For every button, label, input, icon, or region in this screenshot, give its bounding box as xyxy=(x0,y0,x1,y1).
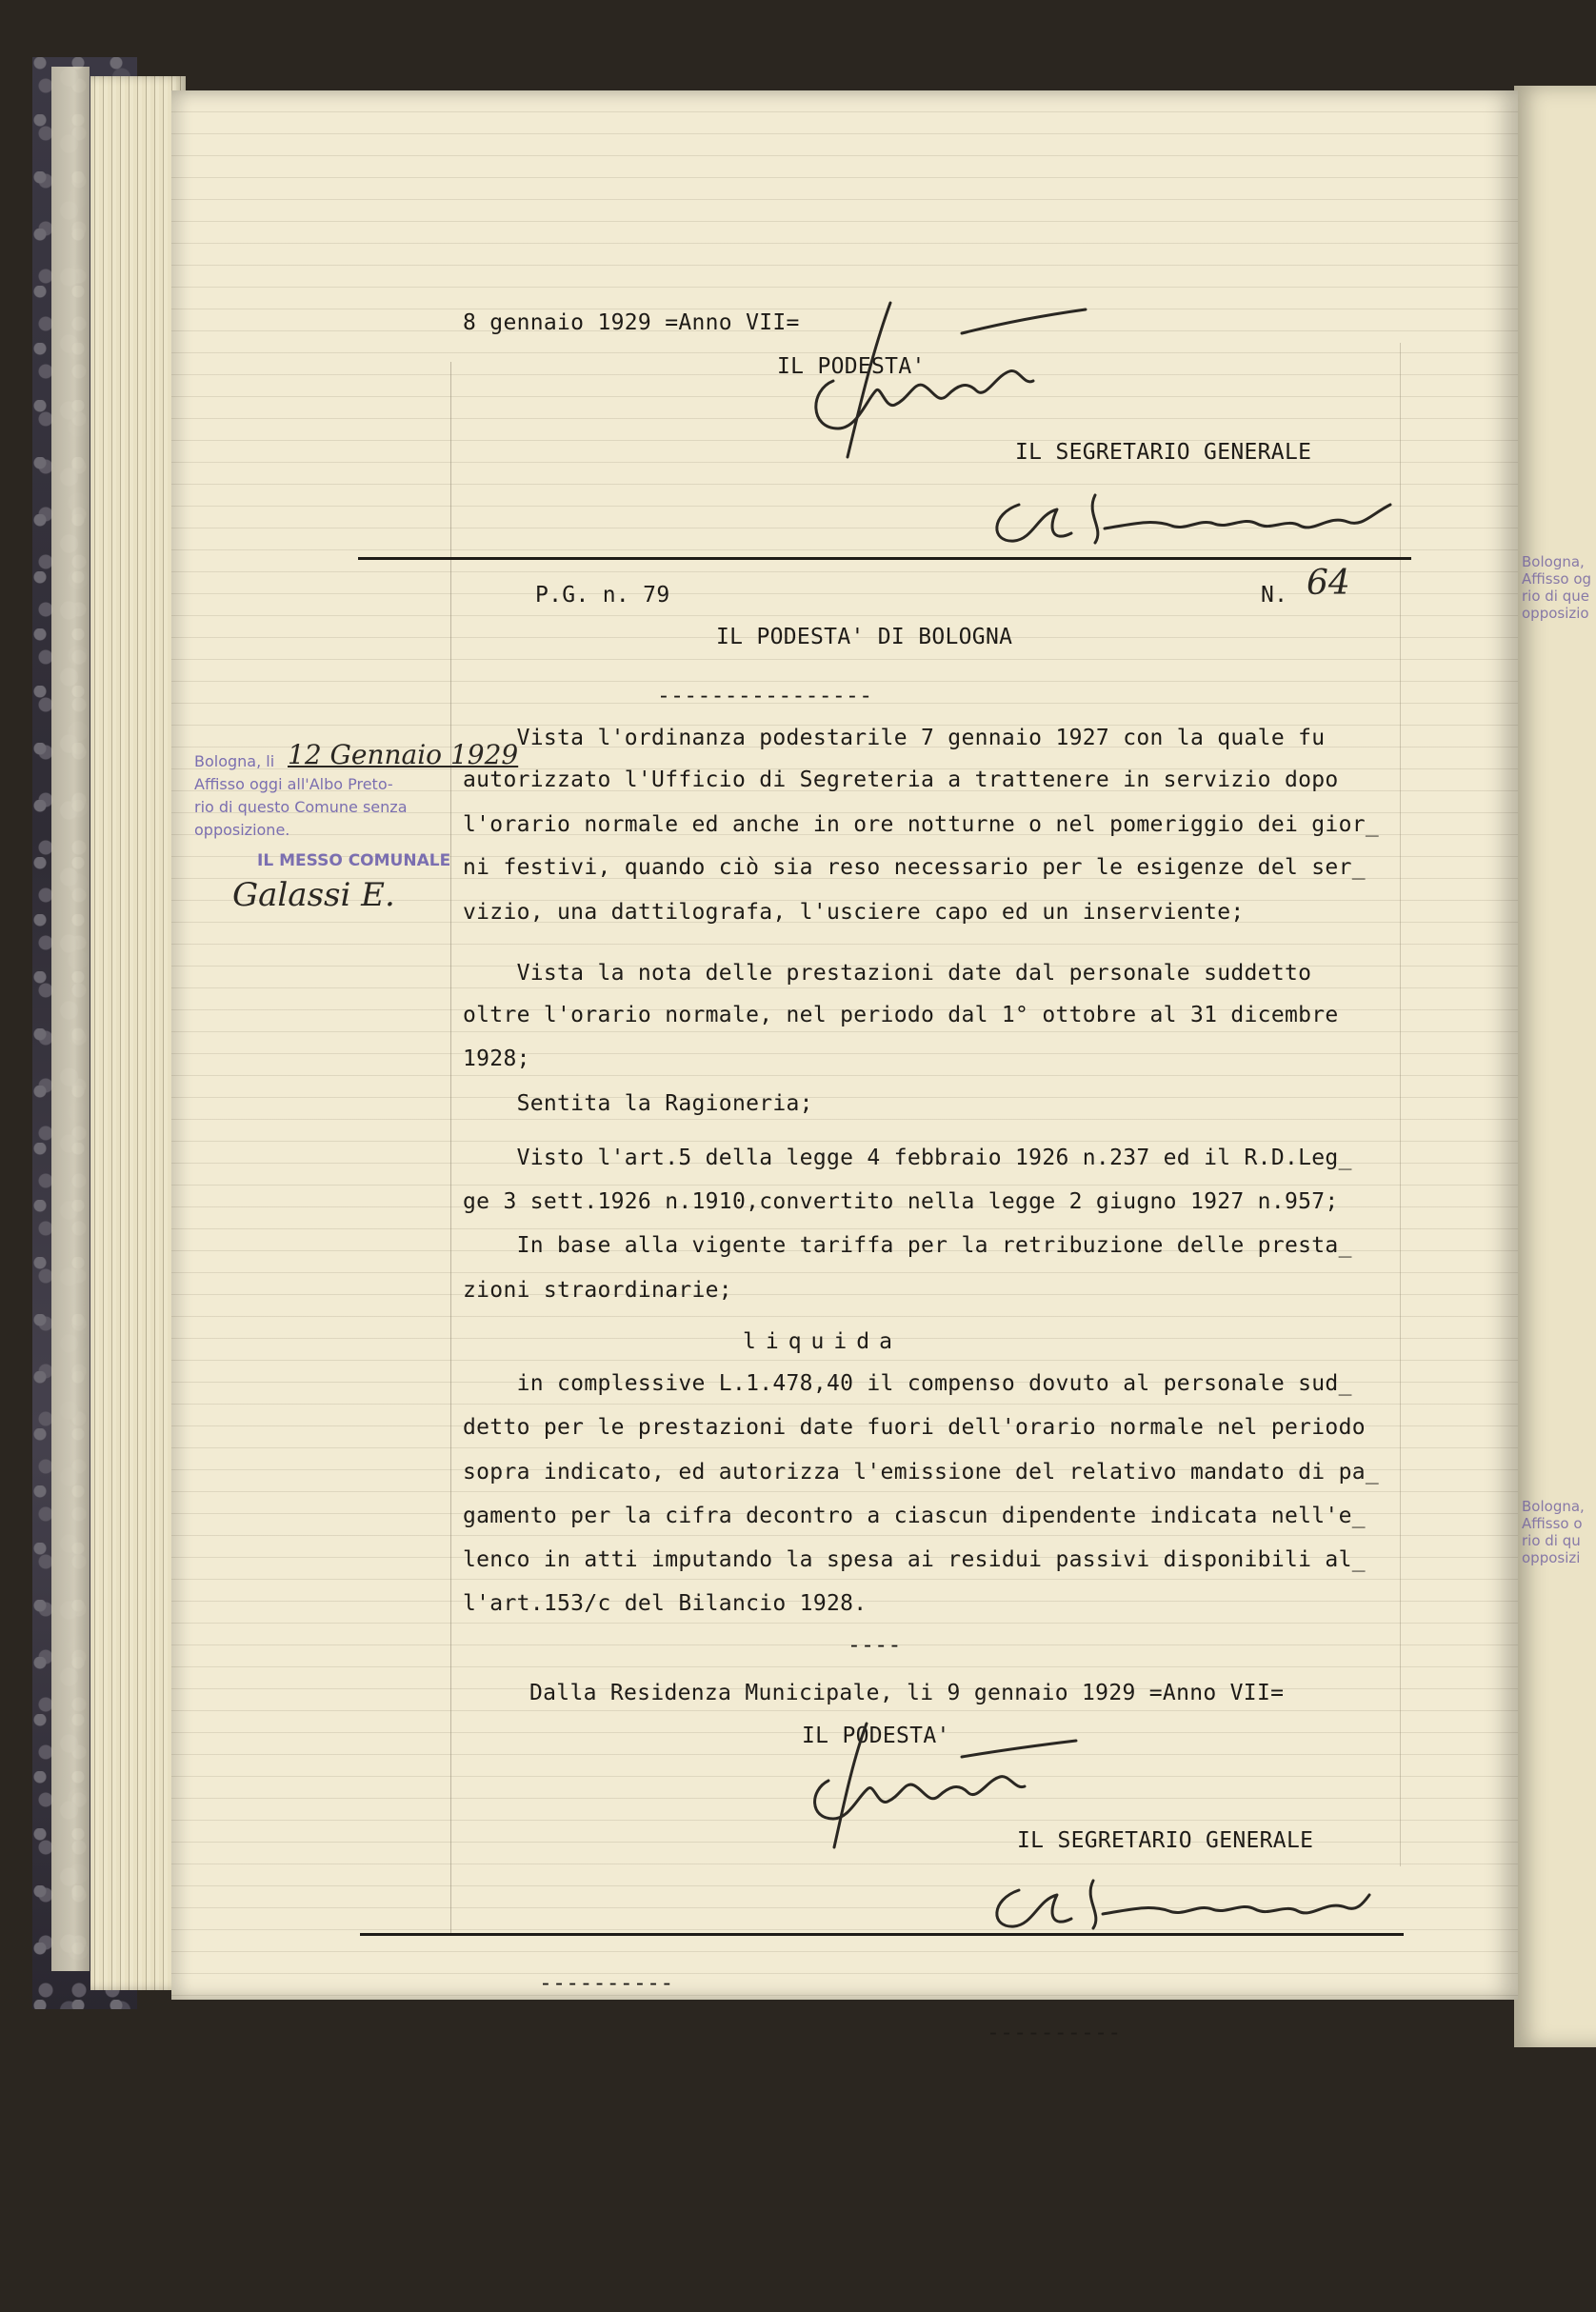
body2-line-1: in complessive L.1.478,40 il compenso dovuto al personale sud_ xyxy=(463,1371,1352,1396)
body-line-13: zioni straordinarie; xyxy=(463,1278,732,1303)
body-line-11: ge 3 sett.1926 n.1910,convertito nella legge 2 giugno 1927 n.957; xyxy=(463,1189,1339,1214)
header-podesta-title: IL PODESTA' xyxy=(777,354,926,379)
next-page xyxy=(1514,86,1596,2047)
body-line-1: Vista l'ordinanza podestarile 7 gennaio 1927 con la quale fu xyxy=(463,726,1326,750)
closing-secretary-signature xyxy=(971,1866,1371,1943)
body2-line-6: l'art.153/c del Bilancio 1928. xyxy=(463,1591,868,1616)
body-line-12: In base alla vigente tariffa per la retribuzione delle presta_ xyxy=(463,1233,1352,1258)
closing-podesta-title: IL PODESTA' xyxy=(802,1724,950,1748)
body-line-2: autorizzato l'Ufficio di Segreteria a trattenere in servizio dopo xyxy=(463,767,1339,792)
body2-line-5: lenco in atti imputando la spesa ai residui passivi disponibili al_ xyxy=(463,1547,1366,1572)
record-title: IL PODESTA' DI BOLOGNA xyxy=(716,625,1013,649)
body-end-dash: ---- xyxy=(848,1633,902,1658)
n-value: 64 xyxy=(1307,564,1350,603)
stamp-line2: Affisso oggi all'Albo Preto- xyxy=(194,775,393,793)
body-line-6: Vista la nota delle prestazioni date dal personale suddetto xyxy=(463,961,1312,986)
body-line-10: Visto l'art.5 della legge 4 febbraio 1926 n.237 ed il R.D.Leg_ xyxy=(463,1146,1352,1170)
body-line-4: ni festivi, quando ciò sia reso necessario per le esigenze del ser_ xyxy=(463,855,1366,880)
stamp-line1: Bologna, li xyxy=(194,752,275,770)
pg-number: P.G. n. 79 xyxy=(535,583,670,608)
body-line-7: oltre l'orario normale, nel periodo dal 1° ottobre al 31 dicembre xyxy=(463,1003,1339,1027)
closing-rule xyxy=(360,1933,1404,1936)
body2-line-3: sopra indicato, ed autorizza l'emissione del relativo mandato di pa_ xyxy=(463,1460,1380,1485)
cover-edge xyxy=(51,67,90,1971)
title-divider: ---------------- xyxy=(657,684,873,708)
closing-secretary-title: IL SEGRETARIO GENERALE xyxy=(1017,1828,1314,1853)
body-line-8: 1928; xyxy=(463,1046,530,1071)
next-page-stamp-a: Bologna, Affisso og rio di que opposizio xyxy=(1522,553,1592,622)
stamp-line4: opposizione. xyxy=(194,821,290,839)
body-line-3: l'orario normale ed anche in ore notturne o nel pomeriggio dei gior_ xyxy=(463,812,1380,837)
body2-line-4: gamento per la cifra decontro a ciascun dipendente indicata nell'e_ xyxy=(463,1504,1366,1528)
stamp-line3: rio di questo Comune senza xyxy=(194,798,408,816)
body2-line-2: detto per le prestazioni date fuori dell'orario normale nel periodo xyxy=(463,1415,1366,1440)
liquida-heading: liquida xyxy=(743,1329,902,1354)
header-rule xyxy=(358,557,1411,560)
header-secretary-title: IL SEGRETARIO GENERALE xyxy=(1015,440,1312,465)
body-line-9: Sentita la Ragioneria; xyxy=(463,1091,813,1116)
next-page-stamp-b: Bologna, Affisso o rio di qu opposizi xyxy=(1522,1498,1585,1566)
stamp-messo: IL MESSO COMUNALE xyxy=(257,851,451,870)
stamp-messo-signature: Galassi E. xyxy=(232,876,395,914)
closing-dash-left: ---------- xyxy=(539,1971,674,1996)
secretary-signature xyxy=(971,476,1400,562)
n-label: N. xyxy=(1261,583,1288,608)
stamp-date: 12 Gennaio 1929 xyxy=(288,739,519,770)
closing-place-date: Dalla Residenza Municipale, li 9 gennaio 1929 =Anno VII= xyxy=(529,1681,1285,1705)
closing-dash-right: ---------- xyxy=(987,2021,1122,2045)
body-line-5: vizio, una dattilografa, l'usciere capo ed un inserviente; xyxy=(463,900,1245,925)
header-date: 8 gennaio 1929 =Anno VII= xyxy=(463,310,800,335)
margin-line xyxy=(450,362,451,1933)
margin-line-right xyxy=(1400,343,1401,1866)
